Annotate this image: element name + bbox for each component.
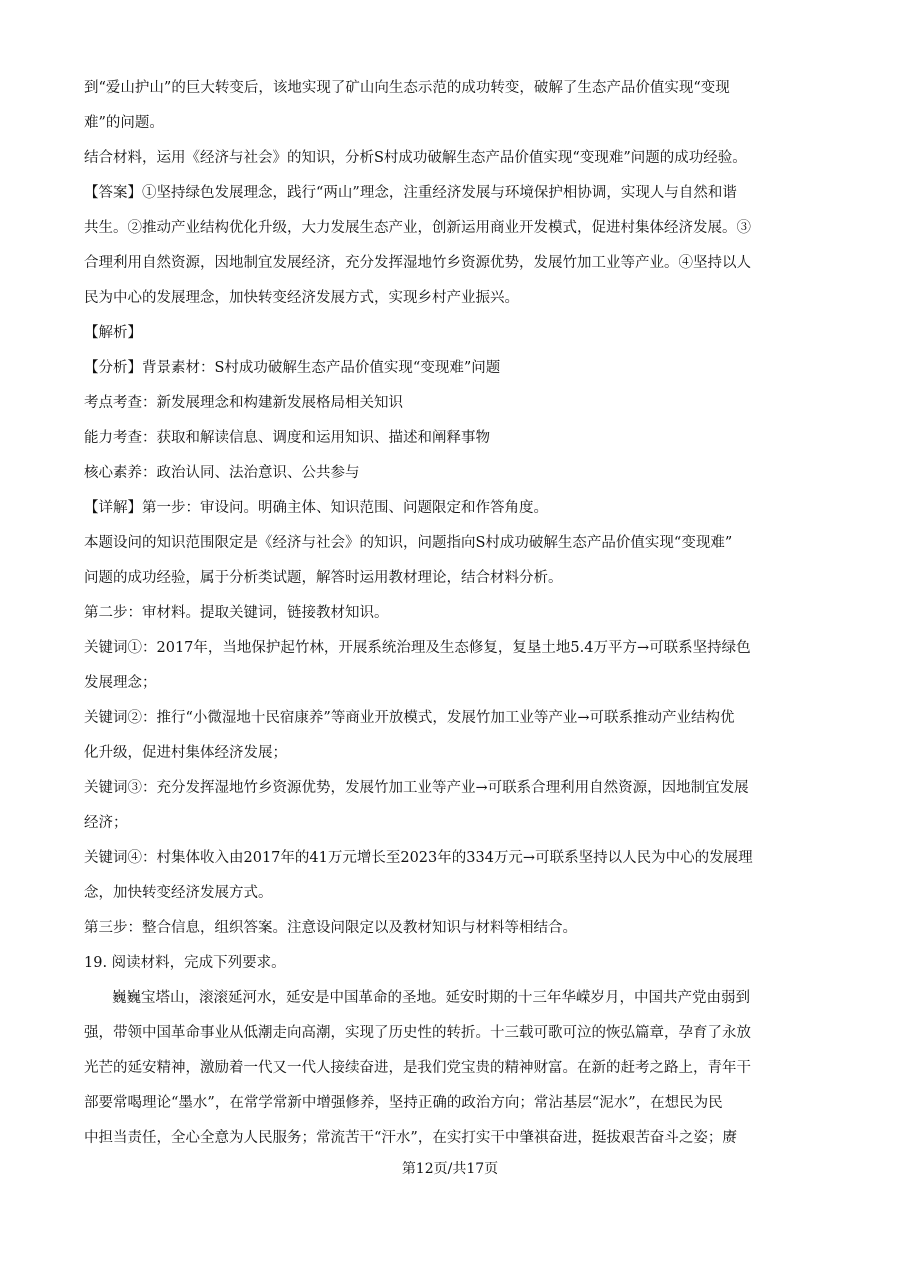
detail-line: 【详解】第一步：审设问。明确主体、知识范围、问题限定和作答角度。 <box>84 500 548 516</box>
keyword-line: 念，加快转变经济发展方式。 <box>84 885 273 901</box>
detail-line: 问题的成功经验，属于分析类试题，解答时运用教材理论，结合材料分析。 <box>84 570 563 586</box>
answer-line: 共生。②推动产业结构优化升级，大力发展生态产业，创新运用商业开发模式，促进村集体经济发展。③ <box>84 220 751 236</box>
material-line: 强，带领中国革命事业从低潮走向高潮，实现了历史性的转折。十三载可歌可泣的恢弘篇章，孕育了永放 <box>84 1025 751 1041</box>
text-line: 到“爱山护山”的巨大转变后，该地实现了矿山向生态示范的成功转变，破解了生态产品价值实现“变现 <box>84 80 730 96</box>
material-line: 部要常喝理论“墨水”，在常学常新中增强修养，坚持正确的政治方向；常沾基层“泥水”，在想民为民 <box>84 1095 723 1111</box>
keyword-line: 关键词④：村集体收入由2017年的41万元增长至2023年的334万元→可联系坚持以人民为中心的发展理 <box>84 850 753 866</box>
answer-line: 合理利用自然资源，因地制宜发展经济，充分发挥湿地竹乡资源优势，发展竹加工业等产业。④坚持以人 <box>84 255 751 271</box>
analysis-line: 能力考查：获取和解读信息、调度和运用知识、描述和阐释事物 <box>84 430 490 446</box>
question-line: 结合材料，运用《经济与社会》的知识，分析S村成功破解生态产品价值实现“变现难”问题的成功经验。 <box>84 150 747 166</box>
analysis-heading: 【解析】 <box>84 325 142 341</box>
analysis-line: 核心素养：政治认同、法治意识、公共参与 <box>84 465 360 481</box>
keyword-line: 经济； <box>84 815 128 831</box>
answer-line: 民为中心的发展理念，加快转变经济发展方式，实现乡村产业振兴。 <box>84 290 519 306</box>
keyword-line: 关键词③：充分发挥湿地竹乡资源优势，发展竹加工业等产业→可联系合理利用自然资源，因地制宜发展 <box>84 780 749 796</box>
detail-line: 第二步：审材料。提取关键词，链接教材知识。 <box>84 605 389 621</box>
material-line: 光芒的延安精神，激励着一代又一代人接续奋进，是我们党宝贵的精神财富。在新的赶考之路上，青年干 <box>84 1060 751 1076</box>
keyword-line: 发展理念； <box>84 675 157 691</box>
detail-line: 本题设问的知识范围限定是《经济与社会》的知识，问题指向S村成功破解生态产品价值实现“变现难” <box>84 535 733 551</box>
text-line: 难”的问题。 <box>84 115 164 131</box>
keyword-line: 化升级，促进村集体经济发展； <box>84 745 287 761</box>
material-line: 巍巍宝塔山，滚滚延河水，延安是中国革命的圣地。延安时期的十三年华嵘岁月，中国共产党由弱到 <box>112 990 750 1006</box>
keyword-line: 关键词②：推行“小微湿地十民宿康养”等商业开放模式，发展竹加工业等产业→可联系推动产业结构优 <box>84 710 735 726</box>
material-line: 中担当责任，全心全意为人民服务；常流苦干“汗水”，在实打实干中肇祺奋进，挺拔艰苦奋斗之姿；赓 <box>84 1130 737 1146</box>
page-number-footer: 第12页/共17页 <box>401 1161 499 1177</box>
analysis-line: 【分析】背景素材：S村成功破解生态产品价值实现“变现难”问题 <box>84 360 501 376</box>
question-19-heading: 19. 阅读材料，完成下列要求。 <box>84 955 286 971</box>
detail-line: 第三步：整合信息，组织答案。注意设问限定以及教材知识与材料等相结合。 <box>84 920 577 936</box>
analysis-line: 考点考查：新发展理念和构建新发展格局相关知识 <box>84 395 403 411</box>
keyword-line: 关键词①：2017年，当地保护起竹林，开展系统治理及生态修复，复垦土地5.4万平方→可联系坚持绿色 <box>84 640 751 656</box>
answer-line: 【答案】①坚持绿色发展理念，践行“两山”理念，注重经济发展与环境保护相协调，实现人与自然和谐 <box>84 185 737 201</box>
